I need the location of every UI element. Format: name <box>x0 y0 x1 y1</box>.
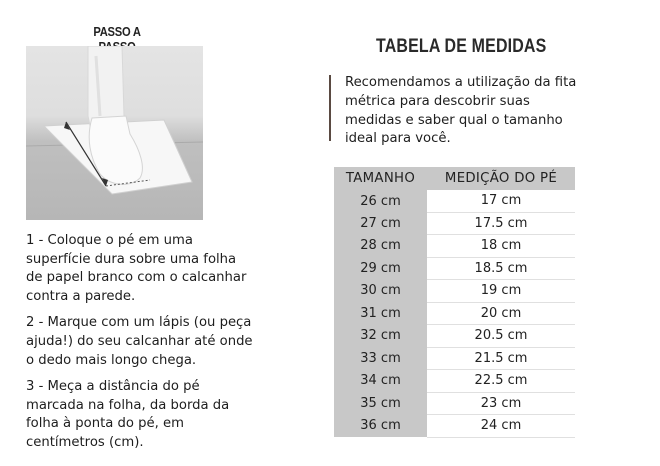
foot-length-cell: 17 cm <box>427 190 575 212</box>
size-cell: 33 cm <box>334 347 427 370</box>
size-cell: 29 cm <box>334 257 427 280</box>
size-table-title: TABELA DE MEDIDAS <box>376 36 547 57</box>
size-cell: 36 cm <box>334 415 427 438</box>
foot-length-cell: 17.5 cm <box>427 212 575 235</box>
table-row <box>334 392 575 415</box>
size-table <box>334 167 575 438</box>
table-row <box>334 280 575 303</box>
foot-length-cell: 22.5 cm <box>427 370 575 393</box>
table-header-row <box>334 167 575 190</box>
table-row <box>334 235 575 258</box>
foot-measurement-photo <box>26 46 203 220</box>
instructions <box>26 232 256 461</box>
table-row <box>334 212 575 235</box>
size-cell: 30 cm <box>334 280 427 303</box>
size-cell: 34 cm <box>334 370 427 393</box>
header-size: TAMANHO <box>334 167 427 190</box>
foot-length-cell: 19 cm <box>427 280 575 303</box>
size-cell: 27 cm <box>334 212 427 235</box>
foot-length-cell: 20.5 cm <box>427 325 575 348</box>
foot-length-cell: 18 cm <box>427 235 575 258</box>
foot-length-cell: 24 cm <box>427 415 575 438</box>
table-row <box>334 347 575 370</box>
size-cell: 35 cm <box>334 392 427 415</box>
size-cell: 28 cm <box>334 235 427 258</box>
table-row <box>334 370 575 393</box>
step-1: 1 - Coloque o pé em uma superfície dura sobre uma folha de papel branco com o calcanhar contra a parede. <box>26 233 247 304</box>
foot-length-cell: 23 cm <box>427 392 575 415</box>
table-row <box>334 302 575 325</box>
foot-length-cell: 21.5 cm <box>427 347 575 370</box>
table-row <box>334 257 575 280</box>
foot-on-paper-illustration <box>26 46 203 220</box>
foot-length-cell: 18.5 cm <box>427 257 575 280</box>
step-by-step-title: PASSO A <box>93 24 141 39</box>
header-foot-length: MEDIÇÃO DO PÉ <box>427 167 575 190</box>
size-cell: 26 cm <box>334 190 427 212</box>
step-3: 3 - Meça a distância do pé marcada na folha, da borda da folha à ponta do pé, em centímetros (cm). <box>26 379 230 450</box>
size-cell: 31 cm <box>334 302 427 325</box>
table-row <box>334 190 575 212</box>
table-row <box>334 415 575 438</box>
table-row <box>334 325 575 348</box>
foot-length-cell: 20 cm <box>427 302 575 325</box>
accent-divider <box>329 75 331 141</box>
step-2: 2 - Marque com um lápis (ou peça ajuda!) do seu calcanhar até onde o dedo mais longo chega. <box>26 315 253 368</box>
intro-text: Recomendamos a utilização da fita métrica para descobrir suas medidas e saber qual o tamanho ideal para você. <box>345 75 577 147</box>
size-cell: 32 cm <box>334 325 427 348</box>
